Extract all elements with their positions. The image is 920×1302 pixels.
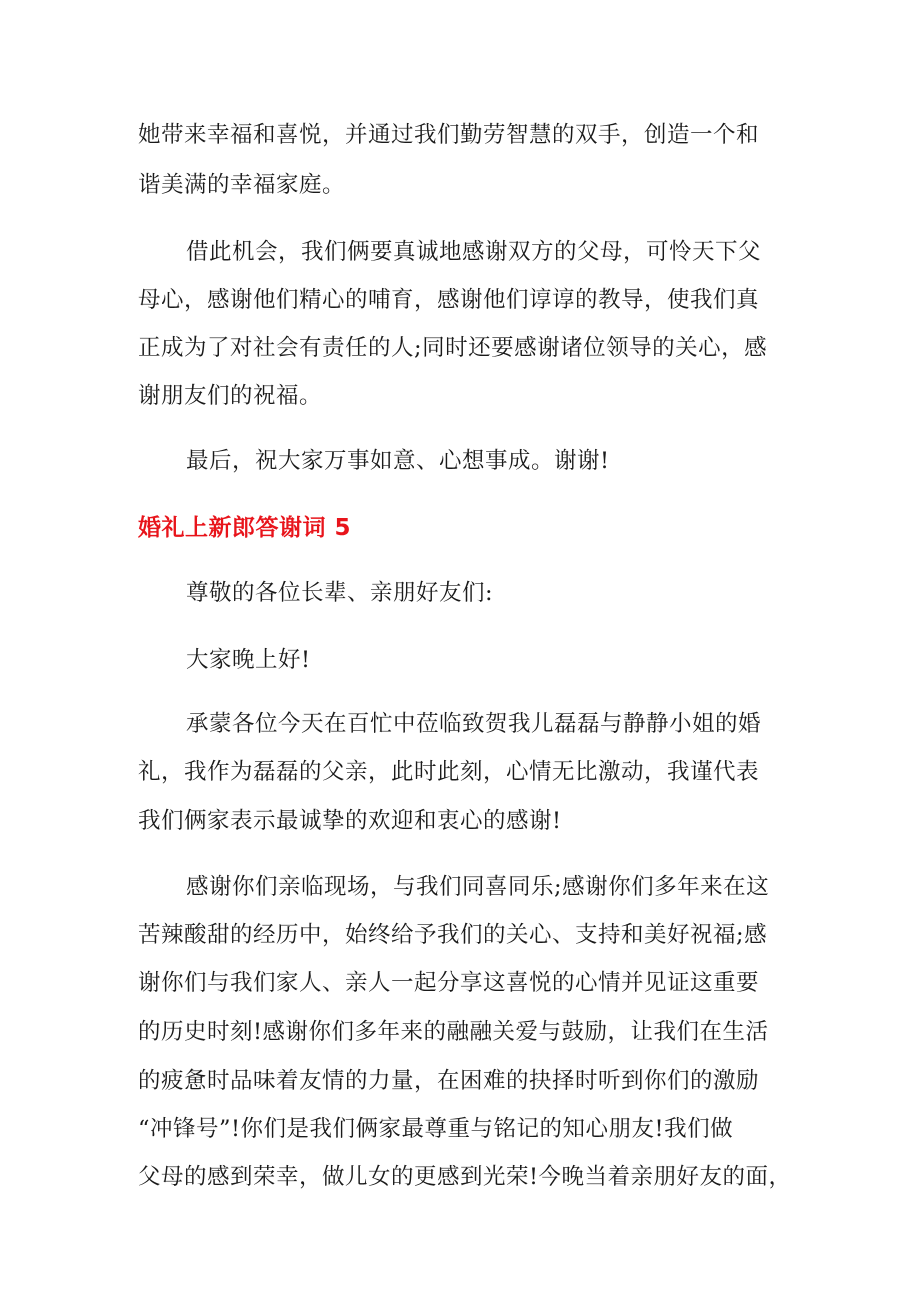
paragraph-line: 正成为了对社会有责任的人;同时还要感谢诸位领导的关心，感 bbox=[138, 335, 768, 361]
paragraph-line: “冲锋号”!你们是我们俩家最尊重与铭记的知心朋友!我们做 bbox=[138, 1116, 734, 1142]
paragraph-line: 礼，我作为磊磊的父亲，此时此刻，心情无比激动，我谨代表 bbox=[138, 759, 760, 785]
paragraph-line: 父母的感到荣幸，做儿女的更感到光荣!今晚当着亲朋好友的面， bbox=[138, 1164, 792, 1190]
paragraph-line: 的历史时刻!感谢你们多年来的融融关爱与鼓励，让我们在生活 bbox=[138, 1019, 769, 1045]
paragraph-line: 感谢你们亲临现场，与我们同喜同乐;感谢你们多年来在这 bbox=[186, 874, 770, 900]
paragraph-line: 我们俩家表示最诚挚的欢迎和衷心的感谢! bbox=[138, 808, 562, 834]
paragraph-line: 最后，祝大家万事如意、心想事成。谢谢! bbox=[186, 448, 610, 474]
paragraph-line: 谢你们与我们家人、亲人一起分享这喜悦的心情并见证这重要 bbox=[138, 970, 760, 996]
paragraph-line: 的疲惫时品味着友情的力量，在困难的抉择时听到你们的激励 bbox=[138, 1068, 760, 1094]
greeting-line: 大家晚上好! bbox=[186, 647, 311, 673]
paragraph-line: 苦辣酸甜的经历中，始终给予我们的关心、支持和美好祝福;感 bbox=[138, 922, 768, 948]
paragraph-line: 她带来幸福和喜悦，并通过我们勤劳智慧的双手，创造一个和 bbox=[138, 122, 760, 148]
paragraph-line: 谐美满的幸福家庭。 bbox=[138, 172, 346, 198]
paragraph-line: 谢朋友们的祝福。 bbox=[138, 383, 323, 409]
salutation-line: 尊敬的各位长辈、亲朋好友们: bbox=[186, 580, 494, 606]
section-heading: 婚礼上新郎答谢词 5 bbox=[138, 515, 352, 541]
paragraph-line: 承蒙各位今天在百忙中莅临致贺我儿磊磊与静静小姐的婚 bbox=[186, 711, 762, 737]
paragraph-line: 借此机会，我们俩要真诚地感谢双方的父母，可怜天下父 bbox=[186, 239, 762, 265]
paragraph-line: 母心，感谢他们精心的哺育，感谢他们谆谆的教导，使我们真 bbox=[138, 287, 760, 313]
